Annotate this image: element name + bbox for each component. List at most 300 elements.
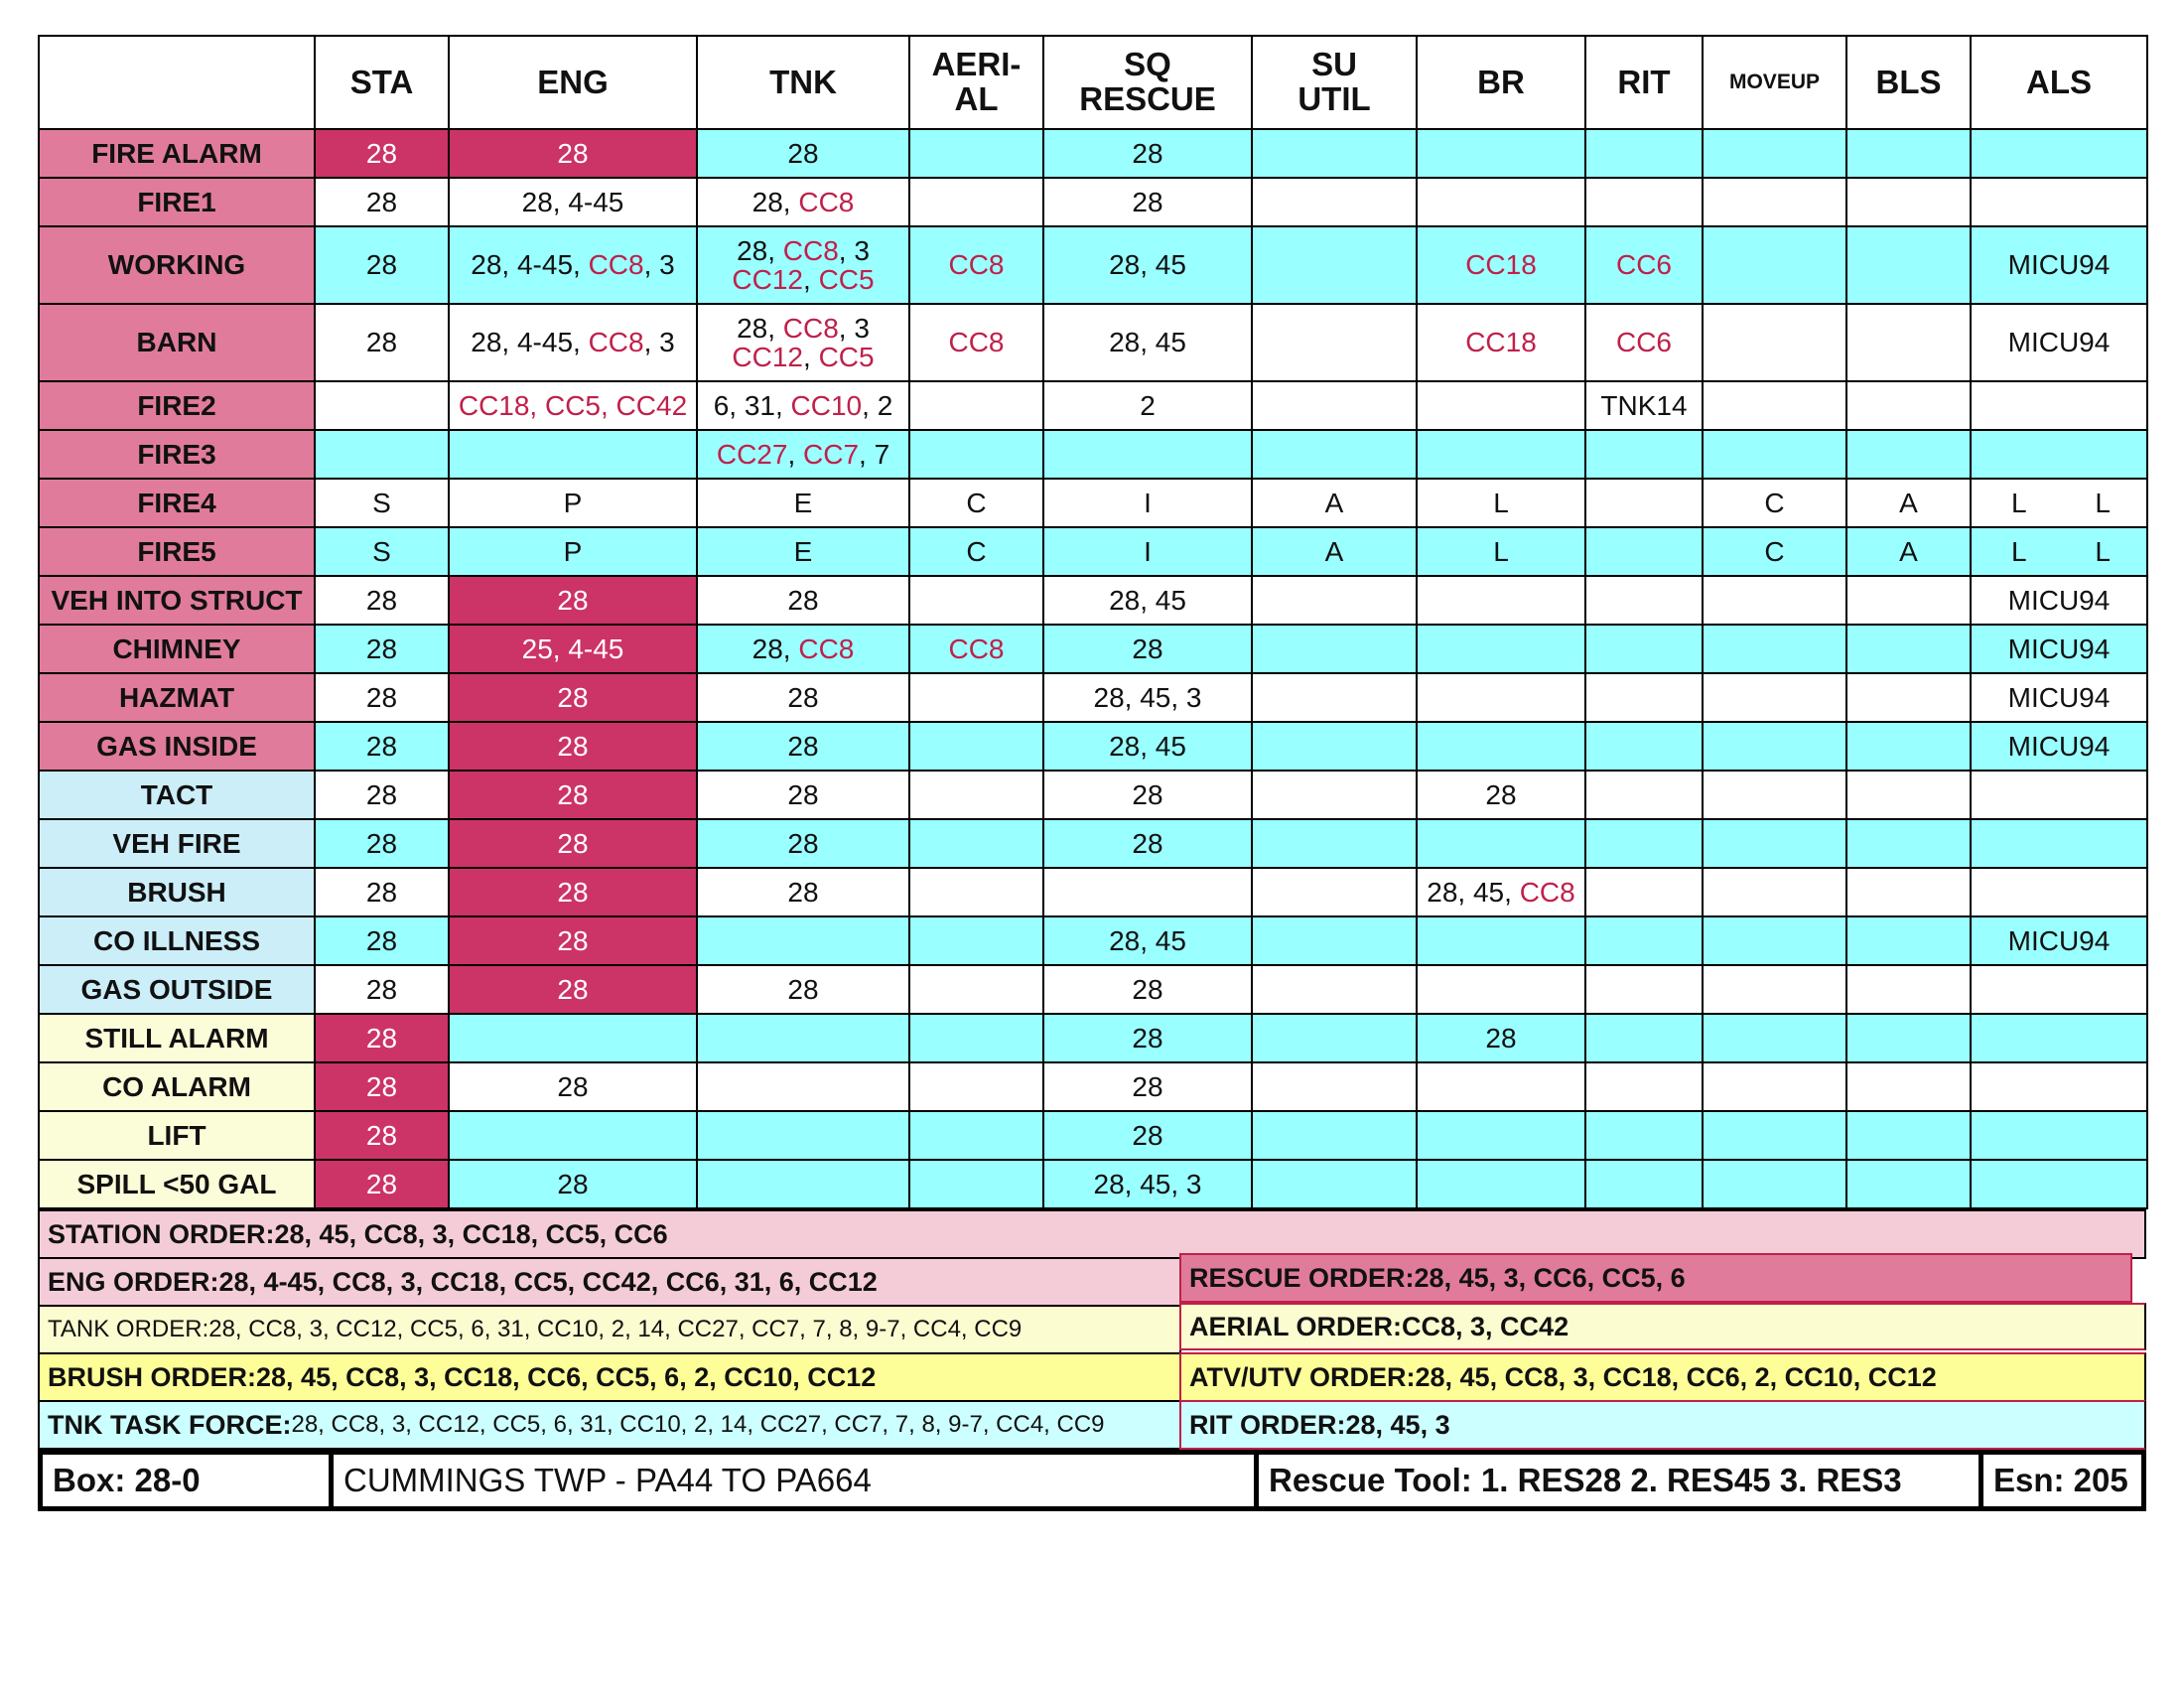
row-spill bbox=[39, 1160, 2147, 1208]
cell-su bbox=[1252, 625, 1417, 673]
row-lift bbox=[39, 1111, 2147, 1160]
cell-eng bbox=[449, 430, 697, 479]
cell-moveup bbox=[1703, 868, 1846, 916]
cell-rit bbox=[1585, 1014, 1703, 1062]
eng-order: ENG ORDER: 28, 4-45, CC8, 3, CC18, CC5, CC42, CC6, 31, 6, CC12 bbox=[38, 1257, 1181, 1307]
cell-sq: 28, 45 bbox=[1043, 722, 1252, 771]
cell-eng: 28, 4-45, CC8, 3 bbox=[449, 304, 697, 381]
cell-moveup bbox=[1703, 576, 1846, 625]
cell-aerial bbox=[909, 576, 1043, 625]
rit-order: RIT ORDER: 28, 45, 3 bbox=[1179, 1400, 2146, 1450]
cell-sq: 28 bbox=[1043, 965, 1252, 1014]
row-hazmat bbox=[39, 673, 2147, 722]
cell-als bbox=[1971, 771, 2147, 819]
cell-br: CC18 bbox=[1417, 304, 1585, 381]
cell-moveup bbox=[1703, 819, 1846, 868]
cell-als: MICU94 bbox=[1971, 226, 2147, 304]
cell-rit: TNK14 bbox=[1585, 381, 1703, 430]
row-label: VEH FIRE bbox=[39, 819, 315, 868]
cell-br bbox=[1417, 1160, 1585, 1208]
row-gas-outside bbox=[39, 965, 2147, 1014]
col-header-tnk: TNK bbox=[697, 36, 909, 129]
cell-tnk bbox=[697, 916, 909, 965]
cell-aerial: CC8 bbox=[909, 304, 1043, 381]
cell-eng: 28 bbox=[449, 868, 697, 916]
cell-als bbox=[1971, 129, 2147, 178]
col-header-rit: RIT bbox=[1585, 36, 1703, 129]
cell-sq: 28, 45 bbox=[1043, 226, 1252, 304]
cell-sta: 28 bbox=[315, 226, 449, 304]
cell-tnk: 28 bbox=[697, 673, 909, 722]
cell-bls bbox=[1846, 965, 1971, 1014]
cell-als bbox=[1971, 381, 2147, 430]
col-header-bls: BLS bbox=[1846, 36, 1971, 129]
cell-aerial bbox=[909, 1111, 1043, 1160]
cell-rit bbox=[1585, 965, 1703, 1014]
tank-order: TANK ORDER: 28, CC8, 3, CC12, CC5, 6, 31, CC10, 2, 14, CC27, CC7, 7, 8, 9-7, CC4, CC9 bbox=[38, 1305, 1181, 1354]
cell-als bbox=[1971, 868, 2147, 916]
station-order: STATION ORDER: 28, 45, CC8, 3, CC18, CC5, CC6 bbox=[38, 1209, 2146, 1259]
cell-rit bbox=[1585, 1062, 1703, 1111]
cell-bls bbox=[1846, 304, 1971, 381]
cell-aerial: C bbox=[909, 479, 1043, 527]
orders-section bbox=[38, 1209, 2146, 1452]
cell-sta: 28 bbox=[315, 178, 449, 226]
cell-tnk: 28 bbox=[697, 965, 909, 1014]
cell-bls bbox=[1846, 576, 1971, 625]
cell-aerial bbox=[909, 1014, 1043, 1062]
row-label: FIRE1 bbox=[39, 178, 315, 226]
cell-aerial: CC8 bbox=[909, 226, 1043, 304]
cell-br bbox=[1417, 722, 1585, 771]
cell-tnk: 28 bbox=[697, 722, 909, 771]
cell-br bbox=[1417, 916, 1585, 965]
cell-sq: 28 bbox=[1043, 1062, 1252, 1111]
cell-moveup bbox=[1703, 722, 1846, 771]
cell-tnk bbox=[697, 1014, 909, 1062]
cell-als: MICU94 bbox=[1971, 722, 2147, 771]
cell-tnk: 28, CC8 bbox=[697, 625, 909, 673]
box-number: Box: 28-0 bbox=[43, 1455, 334, 1506]
header-corner bbox=[39, 36, 315, 129]
cell-bls bbox=[1846, 430, 1971, 479]
cell-tnk: 28 bbox=[697, 819, 909, 868]
cell-sq: 2 bbox=[1043, 381, 1252, 430]
cell-moveup bbox=[1703, 965, 1846, 1014]
cell-su bbox=[1252, 1160, 1417, 1208]
cell-moveup bbox=[1703, 1160, 1846, 1208]
cell-sta: S bbox=[315, 527, 449, 576]
cell-als: L L bbox=[1971, 479, 2147, 527]
row-working bbox=[39, 226, 2147, 304]
cell-sq: 28, 45 bbox=[1043, 304, 1252, 381]
cell-moveup: C bbox=[1703, 479, 1846, 527]
row-fire2 bbox=[39, 381, 2147, 430]
cell-rit bbox=[1585, 479, 1703, 527]
cell-moveup bbox=[1703, 381, 1846, 430]
col-header-sta: STA bbox=[315, 36, 449, 129]
cell-su: A bbox=[1252, 527, 1417, 576]
cell-br bbox=[1417, 1111, 1585, 1160]
cell-sta: 28 bbox=[315, 965, 449, 1014]
cell-tnk: E bbox=[697, 527, 909, 576]
row-gas-inside bbox=[39, 722, 2147, 771]
cell-tnk: 28 bbox=[697, 129, 909, 178]
col-header-br: BR bbox=[1417, 36, 1585, 129]
cell-als: MICU94 bbox=[1971, 916, 2147, 965]
cell-eng: 28, 4-45, CC8, 3 bbox=[449, 226, 697, 304]
cell-bls bbox=[1846, 722, 1971, 771]
cell-sta bbox=[315, 430, 449, 479]
cell-su bbox=[1252, 226, 1417, 304]
row-label: TACT bbox=[39, 771, 315, 819]
cell-su bbox=[1252, 1014, 1417, 1062]
row-label: FIRE4 bbox=[39, 479, 315, 527]
cell-als bbox=[1971, 1160, 2147, 1208]
cell-bls bbox=[1846, 226, 1971, 304]
row-veh-into-struct bbox=[39, 576, 2147, 625]
cell-sq: I bbox=[1043, 479, 1252, 527]
cell-als: L L bbox=[1971, 527, 2147, 576]
cell-tnk: E bbox=[697, 479, 909, 527]
cell-als bbox=[1971, 178, 2147, 226]
cell-su bbox=[1252, 771, 1417, 819]
cell-aerial bbox=[909, 178, 1043, 226]
row-label: HAZMAT bbox=[39, 673, 315, 722]
cell-eng: P bbox=[449, 527, 697, 576]
cell-moveup bbox=[1703, 129, 1846, 178]
row-brush bbox=[39, 868, 2147, 916]
cell-als bbox=[1971, 1111, 2147, 1160]
cell-su bbox=[1252, 430, 1417, 479]
cell-bls bbox=[1846, 1014, 1971, 1062]
cell-br bbox=[1417, 129, 1585, 178]
row-chimney bbox=[39, 625, 2147, 673]
cell-aerial bbox=[909, 916, 1043, 965]
cell-sq: 28 bbox=[1043, 1111, 1252, 1160]
cell-bls bbox=[1846, 129, 1971, 178]
cell-br bbox=[1417, 1062, 1585, 1111]
cell-sta: 28 bbox=[315, 1160, 449, 1208]
cell-bls bbox=[1846, 868, 1971, 916]
rescue-tool: Rescue Tool: 1. RES28 2. RES45 3. RES3 bbox=[1259, 1455, 1983, 1506]
cell-rit bbox=[1585, 673, 1703, 722]
row-fire4 bbox=[39, 479, 2147, 527]
row-fire1 bbox=[39, 178, 2147, 226]
cell-rit bbox=[1585, 178, 1703, 226]
cell-aerial bbox=[909, 673, 1043, 722]
cell-aerial bbox=[909, 868, 1043, 916]
cell-sta: 28 bbox=[315, 916, 449, 965]
cell-su bbox=[1252, 1062, 1417, 1111]
cell-br bbox=[1417, 178, 1585, 226]
cell-tnk: 28, CC8 bbox=[697, 178, 909, 226]
row-fire-alarm bbox=[39, 129, 2147, 178]
dispatch-grid bbox=[38, 35, 2148, 1209]
cell-br: 28 bbox=[1417, 1014, 1585, 1062]
cell-tnk bbox=[697, 1111, 909, 1160]
cell-sta: 28 bbox=[315, 304, 449, 381]
cell-als bbox=[1971, 1014, 2147, 1062]
cell-aerial: C bbox=[909, 527, 1043, 576]
cell-sta: 28 bbox=[315, 771, 449, 819]
cell-rit bbox=[1585, 527, 1703, 576]
cell-moveup bbox=[1703, 1111, 1846, 1160]
col-header-als: ALS bbox=[1971, 36, 2147, 129]
cell-sq: 28 bbox=[1043, 129, 1252, 178]
cell-eng: 28 bbox=[449, 965, 697, 1014]
cell-sta: 28 bbox=[315, 625, 449, 673]
cell-rit bbox=[1585, 625, 1703, 673]
row-label: WORKING bbox=[39, 226, 315, 304]
cell-moveup bbox=[1703, 771, 1846, 819]
cell-sq: I bbox=[1043, 527, 1252, 576]
cell-tnk: CC27, CC7, 7 bbox=[697, 430, 909, 479]
cell-moveup: C bbox=[1703, 527, 1846, 576]
cell-eng bbox=[449, 1014, 697, 1062]
cell-sta: 28 bbox=[315, 1111, 449, 1160]
brush-order: BRUSH ORDER: 28, 45, CC8, 3, CC18, CC6, CC5, 6, 2, CC10, CC12 bbox=[38, 1352, 1181, 1402]
cell-bls: A bbox=[1846, 527, 1971, 576]
cell-aerial bbox=[909, 771, 1043, 819]
cell-eng: P bbox=[449, 479, 697, 527]
tnk-task-force-order: TNK TASK FORCE: 28, CC8, 3, CC12, CC5, 6, 31, CC10, 2, 14, CC27, CC7, 7, 8, 9-7, CC4, CC9 bbox=[38, 1400, 1181, 1450]
cell-tnk: 6, 31, CC10, 2 bbox=[697, 381, 909, 430]
cell-moveup bbox=[1703, 430, 1846, 479]
cell-sta: 28 bbox=[315, 722, 449, 771]
row-still-alarm bbox=[39, 1014, 2147, 1062]
cell-br bbox=[1417, 965, 1585, 1014]
row-label: BARN bbox=[39, 304, 315, 381]
cell-tnk bbox=[697, 1160, 909, 1208]
cell-sq: 28 bbox=[1043, 819, 1252, 868]
cell-br bbox=[1417, 625, 1585, 673]
cell-moveup bbox=[1703, 625, 1846, 673]
cell-eng: 28, 4-45 bbox=[449, 178, 697, 226]
cell-aerial bbox=[909, 1160, 1043, 1208]
cell-rit: CC6 bbox=[1585, 304, 1703, 381]
cell-eng: 28 bbox=[449, 722, 697, 771]
cell-sq bbox=[1043, 430, 1252, 479]
cell-rit bbox=[1585, 129, 1703, 178]
cell-sq: 28, 45 bbox=[1043, 916, 1252, 965]
area-description: CUMMINGS TWP - PA44 TO PA664 bbox=[334, 1455, 1259, 1506]
cell-tnk: 28, CC8, 3 CC12, CC5 bbox=[697, 304, 909, 381]
cell-eng: 28 bbox=[449, 1062, 697, 1111]
cell-eng: 28 bbox=[449, 819, 697, 868]
col-header-eng: ENG bbox=[449, 36, 697, 129]
cell-tnk: 28 bbox=[697, 771, 909, 819]
cell-aerial bbox=[909, 722, 1043, 771]
cell-eng: 25, 4-45 bbox=[449, 625, 697, 673]
cell-sta: 28 bbox=[315, 673, 449, 722]
cell-bls bbox=[1846, 1160, 1971, 1208]
cell-eng: 28 bbox=[449, 129, 697, 178]
footer-bar bbox=[38, 1450, 2146, 1511]
cell-sq: 28, 45, 3 bbox=[1043, 1160, 1252, 1208]
cell-sq bbox=[1043, 868, 1252, 916]
cell-als bbox=[1971, 1062, 2147, 1111]
cell-bls bbox=[1846, 178, 1971, 226]
cell-tnk: 28 bbox=[697, 868, 909, 916]
cell-bls bbox=[1846, 1062, 1971, 1111]
cell-sq: 28, 45 bbox=[1043, 576, 1252, 625]
cell-br bbox=[1417, 819, 1585, 868]
cell-eng: CC18, CC5, CC42 bbox=[449, 381, 697, 430]
cell-rit bbox=[1585, 1111, 1703, 1160]
cell-su bbox=[1252, 819, 1417, 868]
cell-als: MICU94 bbox=[1971, 304, 2147, 381]
run-card-sheet bbox=[38, 35, 2148, 1452]
cell-eng: 28 bbox=[449, 673, 697, 722]
cell-br bbox=[1417, 381, 1585, 430]
cell-br: CC18 bbox=[1417, 226, 1585, 304]
cell-sq: 28 bbox=[1043, 771, 1252, 819]
cell-bls bbox=[1846, 771, 1971, 819]
cell-aerial bbox=[909, 1062, 1043, 1111]
row-label: FIRE ALARM bbox=[39, 129, 315, 178]
cell-sq: 28 bbox=[1043, 625, 1252, 673]
col-header-aerial: AERI- AL bbox=[909, 36, 1043, 129]
cell-sta: 28 bbox=[315, 868, 449, 916]
row-label: CO ILLNESS bbox=[39, 916, 315, 965]
cell-tnk bbox=[697, 1062, 909, 1111]
cell-bls bbox=[1846, 819, 1971, 868]
cell-eng: 28 bbox=[449, 1160, 697, 1208]
cell-rit bbox=[1585, 722, 1703, 771]
cell-su bbox=[1252, 868, 1417, 916]
row-barn bbox=[39, 304, 2147, 381]
esn-number: Esn: 205 bbox=[1993, 1462, 2128, 1498]
cell-rit bbox=[1585, 916, 1703, 965]
cell-sta: 28 bbox=[315, 1062, 449, 1111]
cell-aerial: CC8 bbox=[909, 625, 1043, 673]
cell-su bbox=[1252, 916, 1417, 965]
cell-moveup bbox=[1703, 1062, 1846, 1111]
aerial-order: AERIAL ORDER: CC8, 3, CC42 bbox=[1179, 1303, 2146, 1350]
cell-su bbox=[1252, 381, 1417, 430]
cell-su bbox=[1252, 965, 1417, 1014]
cell-rit bbox=[1585, 819, 1703, 868]
cell-tnk: 28, CC8, 3 CC12, CC5 bbox=[697, 226, 909, 304]
row-label: GAS OUTSIDE bbox=[39, 965, 315, 1014]
cell-bls bbox=[1846, 916, 1971, 965]
row-label: GAS INSIDE bbox=[39, 722, 315, 771]
cell-br: L bbox=[1417, 479, 1585, 527]
cell-tnk: 28 bbox=[697, 576, 909, 625]
cell-su bbox=[1252, 576, 1417, 625]
cell-sta: 28 bbox=[315, 819, 449, 868]
cell-moveup bbox=[1703, 178, 1846, 226]
row-fire3 bbox=[39, 430, 2147, 479]
cell-moveup bbox=[1703, 304, 1846, 381]
cell-su bbox=[1252, 1111, 1417, 1160]
col-header-su-util: SU UTIL bbox=[1252, 36, 1417, 129]
cell-br bbox=[1417, 576, 1585, 625]
cell-br: L bbox=[1417, 527, 1585, 576]
row-fire5 bbox=[39, 527, 2147, 576]
row-label: SPILL <50 GAL bbox=[39, 1160, 315, 1208]
rescue-order: RESCUE ORDER: 28, 45, 3, CC6, CC5, 6 bbox=[1179, 1253, 2132, 1303]
cell-als bbox=[1971, 819, 2147, 868]
row-label: BRUSH bbox=[39, 868, 315, 916]
cell-rit bbox=[1585, 868, 1703, 916]
cell-su: A bbox=[1252, 479, 1417, 527]
cell-br bbox=[1417, 430, 1585, 479]
cell-als bbox=[1971, 430, 2147, 479]
row-label: LIFT bbox=[39, 1111, 315, 1160]
row-label: FIRE5 bbox=[39, 527, 315, 576]
cell-sta: 28 bbox=[315, 129, 449, 178]
cell-br: 28, 45, CC8 bbox=[1417, 868, 1585, 916]
cell-moveup bbox=[1703, 916, 1846, 965]
cell-su bbox=[1252, 178, 1417, 226]
row-co-illness bbox=[39, 916, 2147, 965]
cell-br bbox=[1417, 673, 1585, 722]
cell-rit bbox=[1585, 430, 1703, 479]
row-co-alarm bbox=[39, 1062, 2147, 1111]
col-header-moveup: MOVEUP bbox=[1703, 36, 1846, 129]
cell-moveup bbox=[1703, 673, 1846, 722]
row-label: STILL ALARM bbox=[39, 1014, 315, 1062]
cell-eng: 28 bbox=[449, 771, 697, 819]
cell-als: MICU94 bbox=[1971, 625, 2147, 673]
cell-sq: 28 bbox=[1043, 178, 1252, 226]
cell-rit bbox=[1585, 1160, 1703, 1208]
cell-aerial bbox=[909, 381, 1043, 430]
cell-su bbox=[1252, 673, 1417, 722]
row-label: FIRE2 bbox=[39, 381, 315, 430]
cell-bls bbox=[1846, 381, 1971, 430]
cell-sq: 28 bbox=[1043, 1014, 1252, 1062]
cell-moveup bbox=[1703, 1014, 1846, 1062]
cell-rit bbox=[1585, 576, 1703, 625]
cell-bls bbox=[1846, 625, 1971, 673]
cell-moveup bbox=[1703, 226, 1846, 304]
cell-eng bbox=[449, 1111, 697, 1160]
cell-aerial bbox=[909, 819, 1043, 868]
atv-utv-order: ATV/UTV ORDER: 28, 45, CC8, 3, CC18, CC6, 2, CC10, CC12 bbox=[1179, 1352, 2146, 1402]
col-header-sq-rescue: SQ RESCUE bbox=[1043, 36, 1252, 129]
cell-br: 28 bbox=[1417, 771, 1585, 819]
cell-rit: CC6 bbox=[1585, 226, 1703, 304]
cell-aerial bbox=[909, 129, 1043, 178]
cell-eng: 28 bbox=[449, 576, 697, 625]
cell-als: MICU94 bbox=[1971, 673, 2147, 722]
row-veh-fire bbox=[39, 819, 2147, 868]
row-label: FIRE3 bbox=[39, 430, 315, 479]
header-row bbox=[39, 36, 2147, 129]
cell-rit bbox=[1585, 771, 1703, 819]
cell-aerial bbox=[909, 430, 1043, 479]
row-label: VEH INTO STRUCT bbox=[39, 576, 315, 625]
cell-sq: 28, 45, 3 bbox=[1043, 673, 1252, 722]
cell-su bbox=[1252, 129, 1417, 178]
cell-sta bbox=[315, 381, 449, 430]
row-label: CHIMNEY bbox=[39, 625, 315, 673]
cell-bls bbox=[1846, 673, 1971, 722]
row-tact bbox=[39, 771, 2147, 819]
cell-bls bbox=[1846, 1111, 1971, 1160]
cell-sta: 28 bbox=[315, 576, 449, 625]
cell-als bbox=[1971, 965, 2147, 1014]
cell-sta: S bbox=[315, 479, 449, 527]
cell-eng: 28 bbox=[449, 916, 697, 965]
cell-sta: 28 bbox=[315, 1014, 449, 1062]
row-label: CO ALARM bbox=[39, 1062, 315, 1111]
cell-bls: A bbox=[1846, 479, 1971, 527]
cell-su bbox=[1252, 722, 1417, 771]
